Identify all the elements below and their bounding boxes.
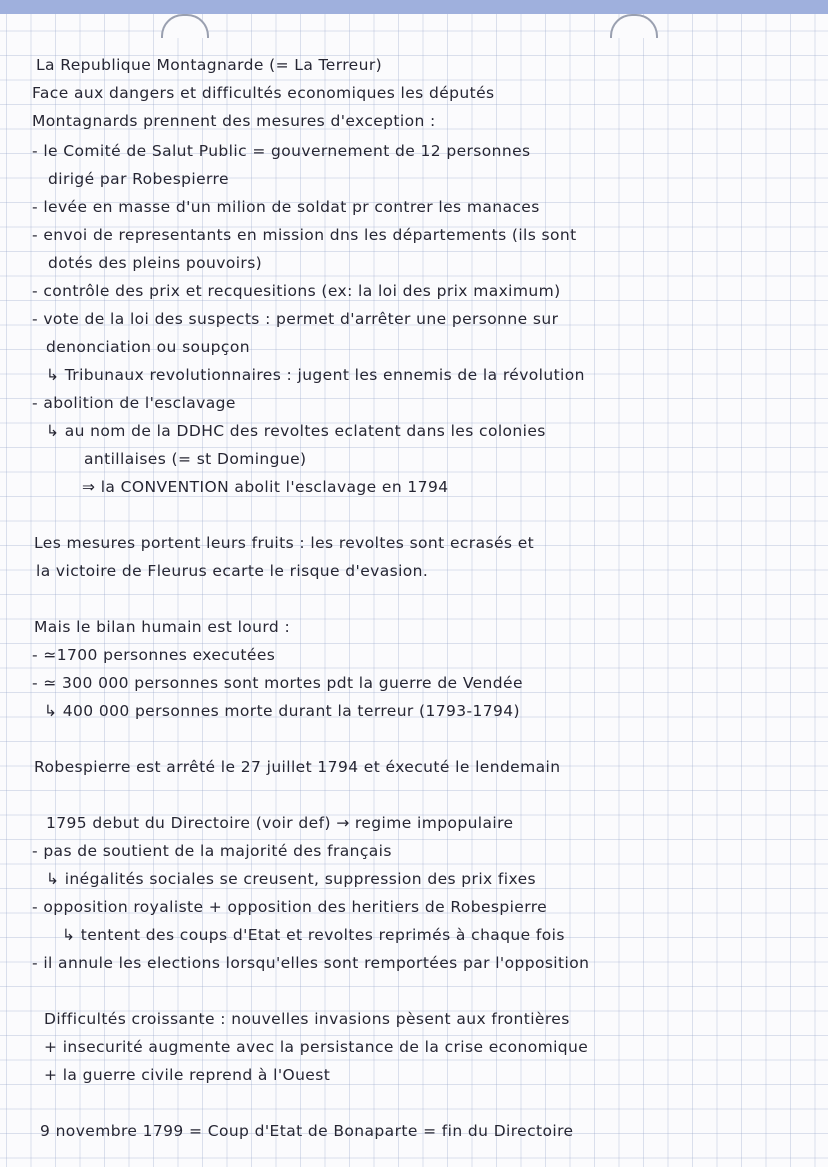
- measure-line: - levée en masse d'un milion de soldat pr contrer les manaces: [32, 198, 540, 216]
- binder-hole-right: [610, 14, 658, 38]
- bilan-line: - ≃1700 personnes executées: [32, 646, 276, 664]
- directoire-line: ↳ tentent des coups d'Etat et revoltes reprimés à chaque fois: [62, 926, 565, 944]
- bilan-line: - ≃ 300 000 personnes sont mortes pdt la guerre de Vendée: [32, 674, 523, 692]
- directoire-line: ↳ inégalités sociales se creusent, suppression des prix fixes: [46, 870, 536, 888]
- title-line: La Republique Montagnarde (= La Terreur): [36, 56, 383, 74]
- directoire-line: - il annule les elections lorsqu'elles sont remportées par l'opposition: [32, 954, 590, 972]
- intro-line-1: Face aux dangers et difficultés economiques les députés: [32, 84, 495, 102]
- difficultes-line: + insecurité augmente avec la persistance de la crise economique: [44, 1038, 589, 1056]
- measure-line: ⇒ la CONVENTION abolit l'esclavage en 1794: [82, 478, 449, 496]
- binding-strip: [0, 0, 828, 14]
- difficultes-line: + la guerre civile reprend à l'Ouest: [44, 1066, 331, 1084]
- intro-line-2: Montagnards prennent des mesures d'exception :: [32, 112, 436, 130]
- measure-line: - contrôle des prix et recquesitions (ex: la loi des prix maximum): [32, 282, 561, 300]
- measure-line: denonciation ou soupçon: [46, 338, 250, 356]
- bilan-line: ↳ 400 000 personnes morte durant la terreur (1793-1794): [44, 702, 521, 720]
- measure-line: ↳ au nom de la DDHC des revoltes eclatent dans les colonies: [46, 422, 546, 440]
- measure-line: - envoi de representants en mission dns les départements (ils sont: [32, 226, 577, 244]
- directoire-line: 1795 debut du Directoire (voir def) → regime impopulaire: [46, 814, 514, 832]
- binder-hole-left: [161, 14, 209, 38]
- directoire-line: - opposition royaliste + opposition des heritiers de Robespierre: [32, 898, 548, 916]
- measure-line: - le Comité de Salut Public = gouvernement de 12 personnes: [32, 142, 531, 160]
- measure-line: - abolition de l'esclavage: [32, 394, 236, 412]
- measure-line: antillaises (= st Domingue): [84, 450, 307, 468]
- results-line-1: Les mesures portent leurs fruits : les revoltes sont ecrasés et: [34, 534, 535, 552]
- bilan-line: Mais le bilan humain est lourd :: [34, 618, 291, 636]
- conclusion-line: 9 novembre 1799 = Coup d'Etat de Bonaparte = fin du Directoire: [40, 1122, 574, 1140]
- measure-line: ↳ Tribunaux revolutionnaires : jugent les ennemis de la révolution: [46, 366, 585, 384]
- robespierre-line: Robespierre est arrêté le 27 juillet 1794 et éxecuté le lendemain: [34, 758, 561, 776]
- difficultes-line: Difficultés croissante : nouvelles invasions pèsent aux frontières: [44, 1010, 570, 1028]
- measure-line: dirigé par Robespierre: [48, 170, 229, 188]
- measure-line: dotés des pleins pouvoirs): [48, 254, 263, 272]
- directoire-line: - pas de soutient de la majorité des français: [32, 842, 392, 860]
- results-line-2: la victoire de Fleurus ecarte le risque d'evasion.: [36, 562, 429, 580]
- measure-line: - vote de la loi des suspects : permet d'arrêter une personne sur: [32, 310, 559, 328]
